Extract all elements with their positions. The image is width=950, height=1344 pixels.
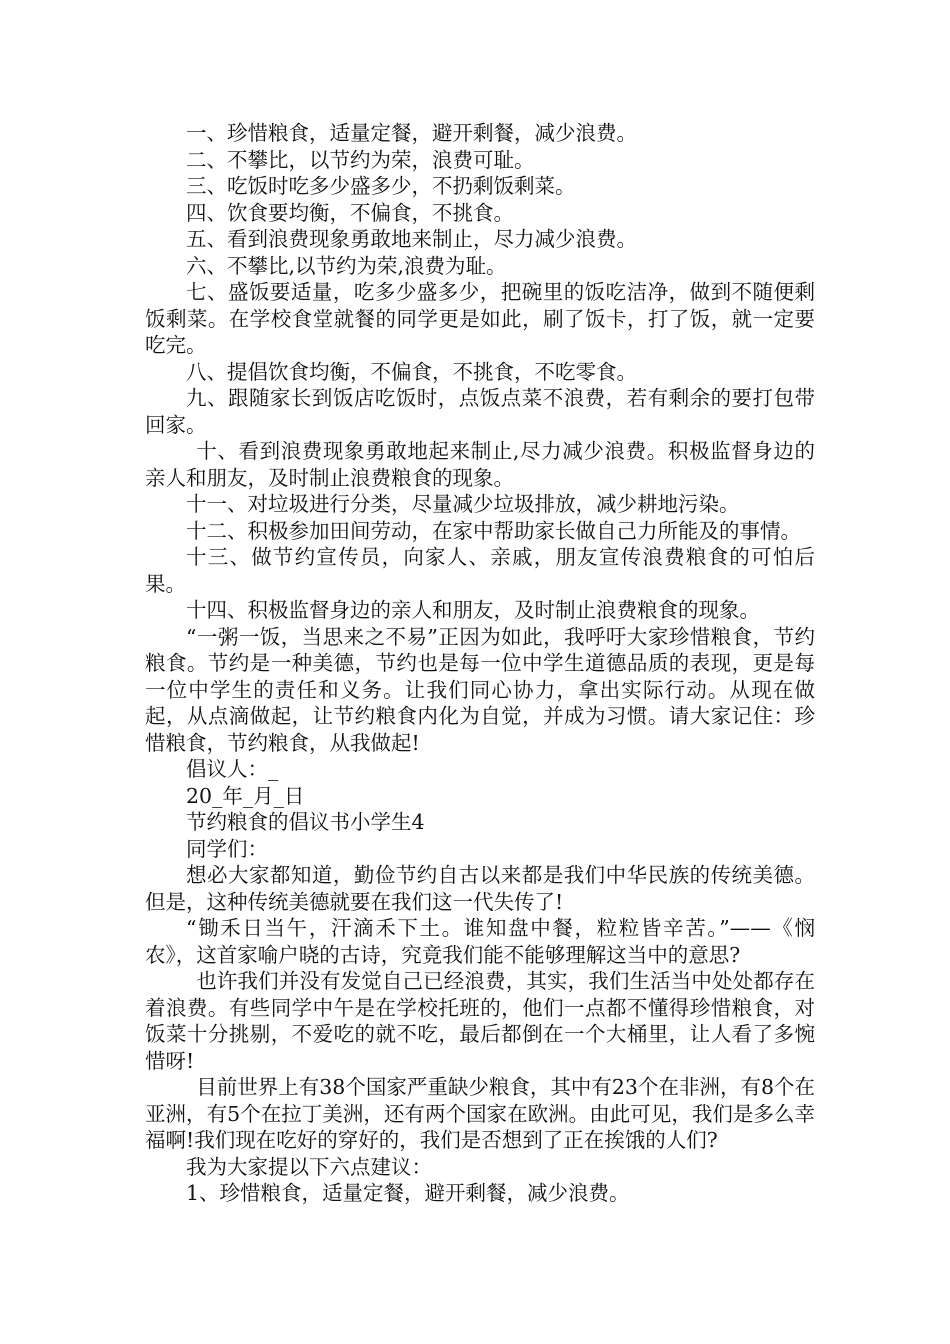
paragraph: 想必大家都知道，勤俭节约自古以来都是我们中华民族的传统美德。但是，这种传统美德就要在我们这一代失传了!	[145, 863, 815, 914]
date-line: 20_年_月_日	[186, 783, 305, 808]
paragraph: 十、看到浪费现象勇敢地起来制止,尽力减少浪费。积极监督身边的亲人和朋友，及时制止浪费粮食的现象。	[145, 439, 815, 490]
paragraph: 八、提倡饮食均衡，不偏食，不挑食，不吃零食。	[186, 359, 637, 384]
paragraph: 目前世界上有38个国家严重缺少粮食，其中有23个在非洲，有8个在亚洲，有5个在拉丁美洲，还有两个国家在欧洲。由此可见，我们是多么幸福啊!我们现在吃好的穿好的，我们是否想到了正在挨饿的人们?	[145, 1075, 815, 1152]
paragraph: 六、不攀比,以节约为荣,浪费为耻。	[186, 253, 507, 278]
paragraph: “一粥一饭，当思来之不易”正因为如此，我呼吁大家珍惜粮食，节约粮食。节约是一种美德，节约也是每一位中学生道德品质的表现，更是每一位中学生的责任和义务。让我们同心协力，拿出实际行动。从现在做起，从点滴做起，让节约粮食内化为自觉，并成为习惯。请大家记住：珍惜粮食，节约粮食，从我做起!	[145, 624, 815, 755]
paragraph: 十一、对垃圾进行分类，尽量减少垃圾排放，减少耕地污染。	[186, 492, 740, 516]
document-body	[145, 120, 815, 1207]
paragraph: 十三、做节约宣传员，向家人、亲戚，朋友宣传浪费粮食的可怕后果。	[145, 545, 815, 596]
paragraph: 我为大家提以下六点建议：	[186, 1154, 432, 1179]
section-title: 节约粮食的倡议书小学生4	[186, 810, 425, 834]
paragraph: “锄禾日当午，汗滴禾下土。谁知盘中餐，粒粒皆辛苦。”——《悯农》，这首家喻户晓的古诗，究竟我们能不能够理解这当中的意思?	[145, 916, 815, 967]
paragraph: 二、不攀比，以节约为荣，浪费可耻。	[186, 147, 535, 172]
paragraph: 七、盛饭要适量，吃多少盛多少，把碗里的饭吃洁净，做到不随便剩饭剩菜。在学校食堂就餐的同学更是如此，刷了饭卡，打了饭，就一定要吃完。	[145, 280, 815, 357]
paragraph: 1、珍惜粮食，适量定餐，避开剩餐，减少浪费。	[186, 1181, 630, 1205]
paragraph: 五、看到浪费现象勇敢地来制止，尽力减少浪费。	[186, 227, 637, 251]
paragraph: 四、饮食要均衡，不偏食，不挑食。	[186, 200, 514, 225]
paragraph: 九、跟随家长到饭店吃饭时，点饭点菜不浪费，若有剩余的要打包带回家。	[145, 386, 815, 437]
signature-line: 倡议人：_	[186, 757, 279, 781]
paragraph: 一、珍惜粮食，适量定餐，避开剩餐，减少浪费。	[186, 121, 637, 145]
salutation: 同学们：	[186, 836, 268, 861]
paragraph: 十四、积极监督身边的亲人和朋友，及时制止浪费粮食的现象。	[186, 598, 760, 622]
paragraph: 十二、积极参加田间劳动，在家中帮助家长做自己力所能及的事情。	[186, 518, 801, 543]
paragraph: 也许我们并没有发觉自己已经浪费，其实，我们生活当中处处都存在着浪费。有些同学中午是在学校托班的，他们一点都不懂得珍惜粮食，对饭菜十分挑剔，不爱吃的就不吃，最后都倒在一个大桶里，让人看了多惋惜呀!	[145, 969, 815, 1073]
paragraph: 三、吃饭时吃多少盛多少，不扔剩饭剩菜。	[186, 174, 576, 198]
